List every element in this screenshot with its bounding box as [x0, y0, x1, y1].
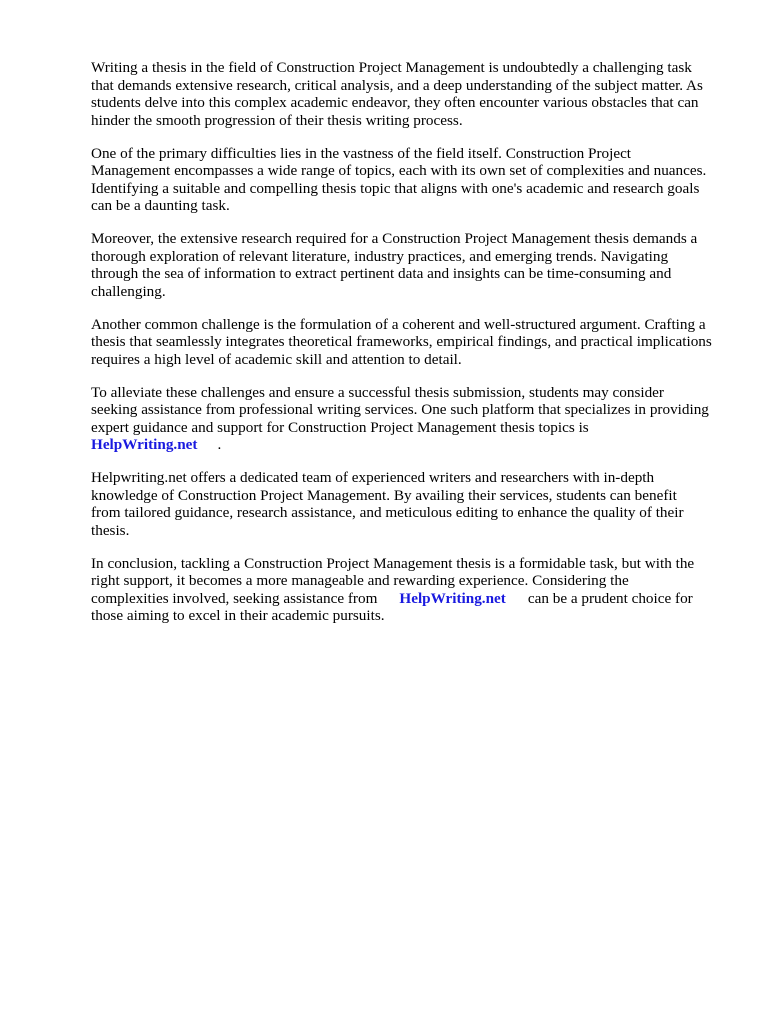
paragraph-assistance: [91, 384, 731, 454]
text-line: thesis.: [91, 521, 130, 539]
paragraph-argument: [91, 316, 731, 369]
text-line: thesis that seamlessly integrates theoretical frameworks, empirical findings, and practical implications: [91, 333, 712, 350]
paragraph-difficulties: [91, 145, 731, 215]
text-line: Moreover, the extensive research required for a Construction Project Management thesis demands a: [91, 230, 698, 247]
text-line: Management encompasses a wide range of topics, each with its own set of complexities and nuances.: [91, 162, 707, 179]
helpwriting-link-conclusion[interactable]: HelpWriting.net: [399, 589, 506, 607]
sentence-period: .: [217, 436, 222, 453]
text-line: To alleviate these challenges and ensure a successful thesis submission, students may consider: [91, 383, 664, 401]
text-line: expert guidance and support for Construction Project Management thesis topics is: [91, 418, 589, 436]
text-line: hinder the smooth progression of their thesis writing process.: [91, 111, 463, 129]
text-line: Helpwriting.net offers a dedicated team of experienced writers and researchers with in-depth: [91, 469, 655, 486]
text-line-with-link: [91, 436, 731, 454]
text-line: Another common challenge is the formulation of a coherent and well-structured argument. Crafting a: [91, 315, 706, 333]
text-line: can be a daunting task.: [91, 197, 230, 214]
text-line: right support, it becomes a more manageable and rewarding experience. Considering the: [91, 572, 629, 589]
text-line-with-link: [91, 590, 731, 608]
text-line: from tailored guidance, research assistance, and meticulous editing to enhance the quality of their: [91, 504, 684, 521]
text-line: those aiming to excel in their academic pursuits.: [91, 607, 385, 624]
text-line: requires a high level of academic skill and attention to detail.: [91, 350, 462, 368]
text-line: Writing a thesis in the field of Construction Project Management is undoubtedly a challenging task: [91, 59, 692, 76]
text-line: One of the primary difficulties lies in the vastness of the field itself. Construction Project: [91, 144, 632, 162]
paragraph-conclusion: [91, 555, 731, 625]
text-after-link: can be a prudent choice for: [527, 589, 693, 607]
document-body: [91, 59, 731, 640]
helpwriting-link[interactable]: HelpWriting.net: [91, 436, 198, 453]
text-before-link: complexities involved, seeking assistance from: [91, 589, 378, 607]
paragraph-research: [91, 230, 731, 300]
paragraph-intro: [91, 59, 731, 129]
text-line: knowledge of Construction Project Management. By availing their services, students can benefit: [91, 486, 677, 504]
text-line: students delve into this complex academic endeavor, they often encounter various obstacles that can: [91, 94, 699, 111]
text-line: challenging.: [91, 282, 166, 300]
text-line: In conclusion, tackling a Construction Project Management thesis is a formidable task, but with the: [91, 554, 695, 572]
text-line: seeking assistance from professional writing services. One such platform that specializes in providing: [91, 401, 709, 418]
text-line: that demands extensive research, critical analysis, and a deep understanding of the subject matter. As: [91, 76, 703, 94]
text-line: thorough exploration of relevant literature, industry practices, and emerging trends. Navigating: [91, 247, 669, 265]
paragraph-service: [91, 469, 731, 539]
text-line: Identifying a suitable and compelling thesis topic that aligns with one's academic and research goals: [91, 179, 700, 197]
text-line: through the sea of information to extract pertinent data and insights can be time-consuming and: [91, 265, 672, 282]
